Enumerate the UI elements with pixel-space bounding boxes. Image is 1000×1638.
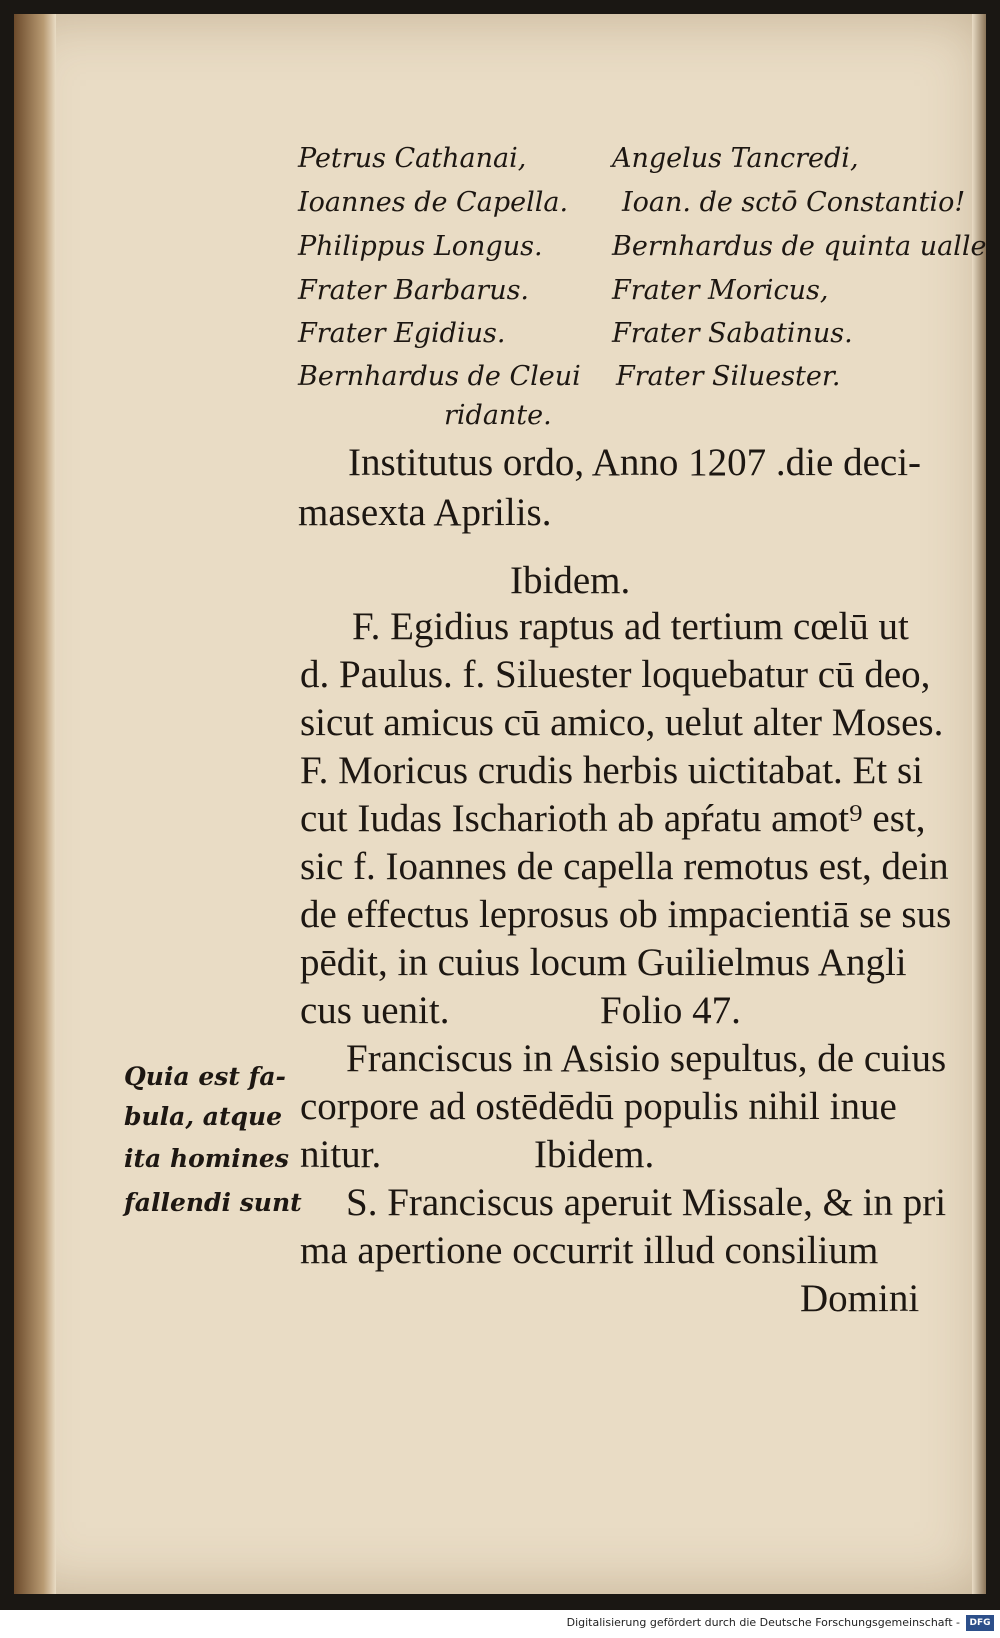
name-left: Philippus Longus. <box>298 231 543 262</box>
name-right: Bernhardus de quinta ualle <box>612 231 987 262</box>
body-line: sicut amicus cū amico, uelut alter Moses. <box>300 701 944 744</box>
name-right: Angelus Tancredi, <box>612 143 859 174</box>
name-left: Petrus Cathanai, <box>298 143 527 174</box>
body-line: sic f. Ioannes de capella remotus est, dein <box>300 845 949 888</box>
name-left: Frater Egidius. <box>298 318 506 349</box>
name-left-continuation: ridante. <box>444 400 552 431</box>
name-left: Bernhardus de Cleui <box>298 361 581 392</box>
name-right: Frater Sabatinus. <box>612 318 853 349</box>
body-line: Franciscus in Asisio sepultus, de cuius <box>346 1037 947 1080</box>
body-line: pēdit, in cuius locum Guilielmus Angli <box>300 941 907 984</box>
margin-note-line: ita homines <box>124 1144 289 1173</box>
body-line: corpore ad ostēdēdū populis nihil inue <box>300 1085 897 1128</box>
body-line: nitur. <box>300 1133 382 1176</box>
body-line: cut Iudas Ischarioth ab apŕatu amot⁹ est, <box>300 797 926 840</box>
name-left: Ioannes de Capella. <box>298 187 569 218</box>
dfg-logo-icon: DFG <box>966 1615 994 1631</box>
body-line: Institutus ordo, Anno 1207 .die deci- <box>348 441 922 484</box>
body-line: ma apertione occurrit illud consilium <box>300 1229 879 1272</box>
margin-note-line: Quia est fa- <box>124 1062 286 1091</box>
margin-note-line: bula, atque <box>124 1102 283 1131</box>
body-line: F. Egidius raptus ad tertium cœlū ut <box>352 605 909 648</box>
name-right: Frater Siluester. <box>616 361 841 392</box>
body-line: masexta Aprilis. <box>298 491 552 534</box>
name-left: Frater Barbarus. <box>298 275 530 306</box>
body-line: de effectus leprosus ob impacientiā se sus <box>300 893 952 936</box>
section-heading: Ibidem. <box>534 1133 655 1176</box>
catchword: Domini <box>800 1277 920 1320</box>
book-spine <box>14 14 56 1594</box>
body-line: S. Franciscus aperuit Missale, & in pri <box>346 1181 947 1224</box>
digitization-footer <box>0 1610 1000 1638</box>
body-line: F. Moricus crudis herbis uictitabat. Et si <box>300 749 923 792</box>
footer-credit: Digitalisierung gefördert durch die Deutsche Forschungsgemeinschaft - <box>566 1616 960 1629</box>
margin-note-line: fallendi sunt <box>124 1188 302 1217</box>
name-right: Frater Moricus, <box>612 275 829 306</box>
section-heading: Ibidem. <box>510 559 631 602</box>
body-line: d. Paulus. f. Siluester loquebatur cū deo, <box>300 653 931 696</box>
folio-reference: Folio 47. <box>600 989 741 1032</box>
body-line: cus uenit. <box>300 989 450 1032</box>
name-right: Ioan. de sctō Constantio! <box>622 187 966 218</box>
